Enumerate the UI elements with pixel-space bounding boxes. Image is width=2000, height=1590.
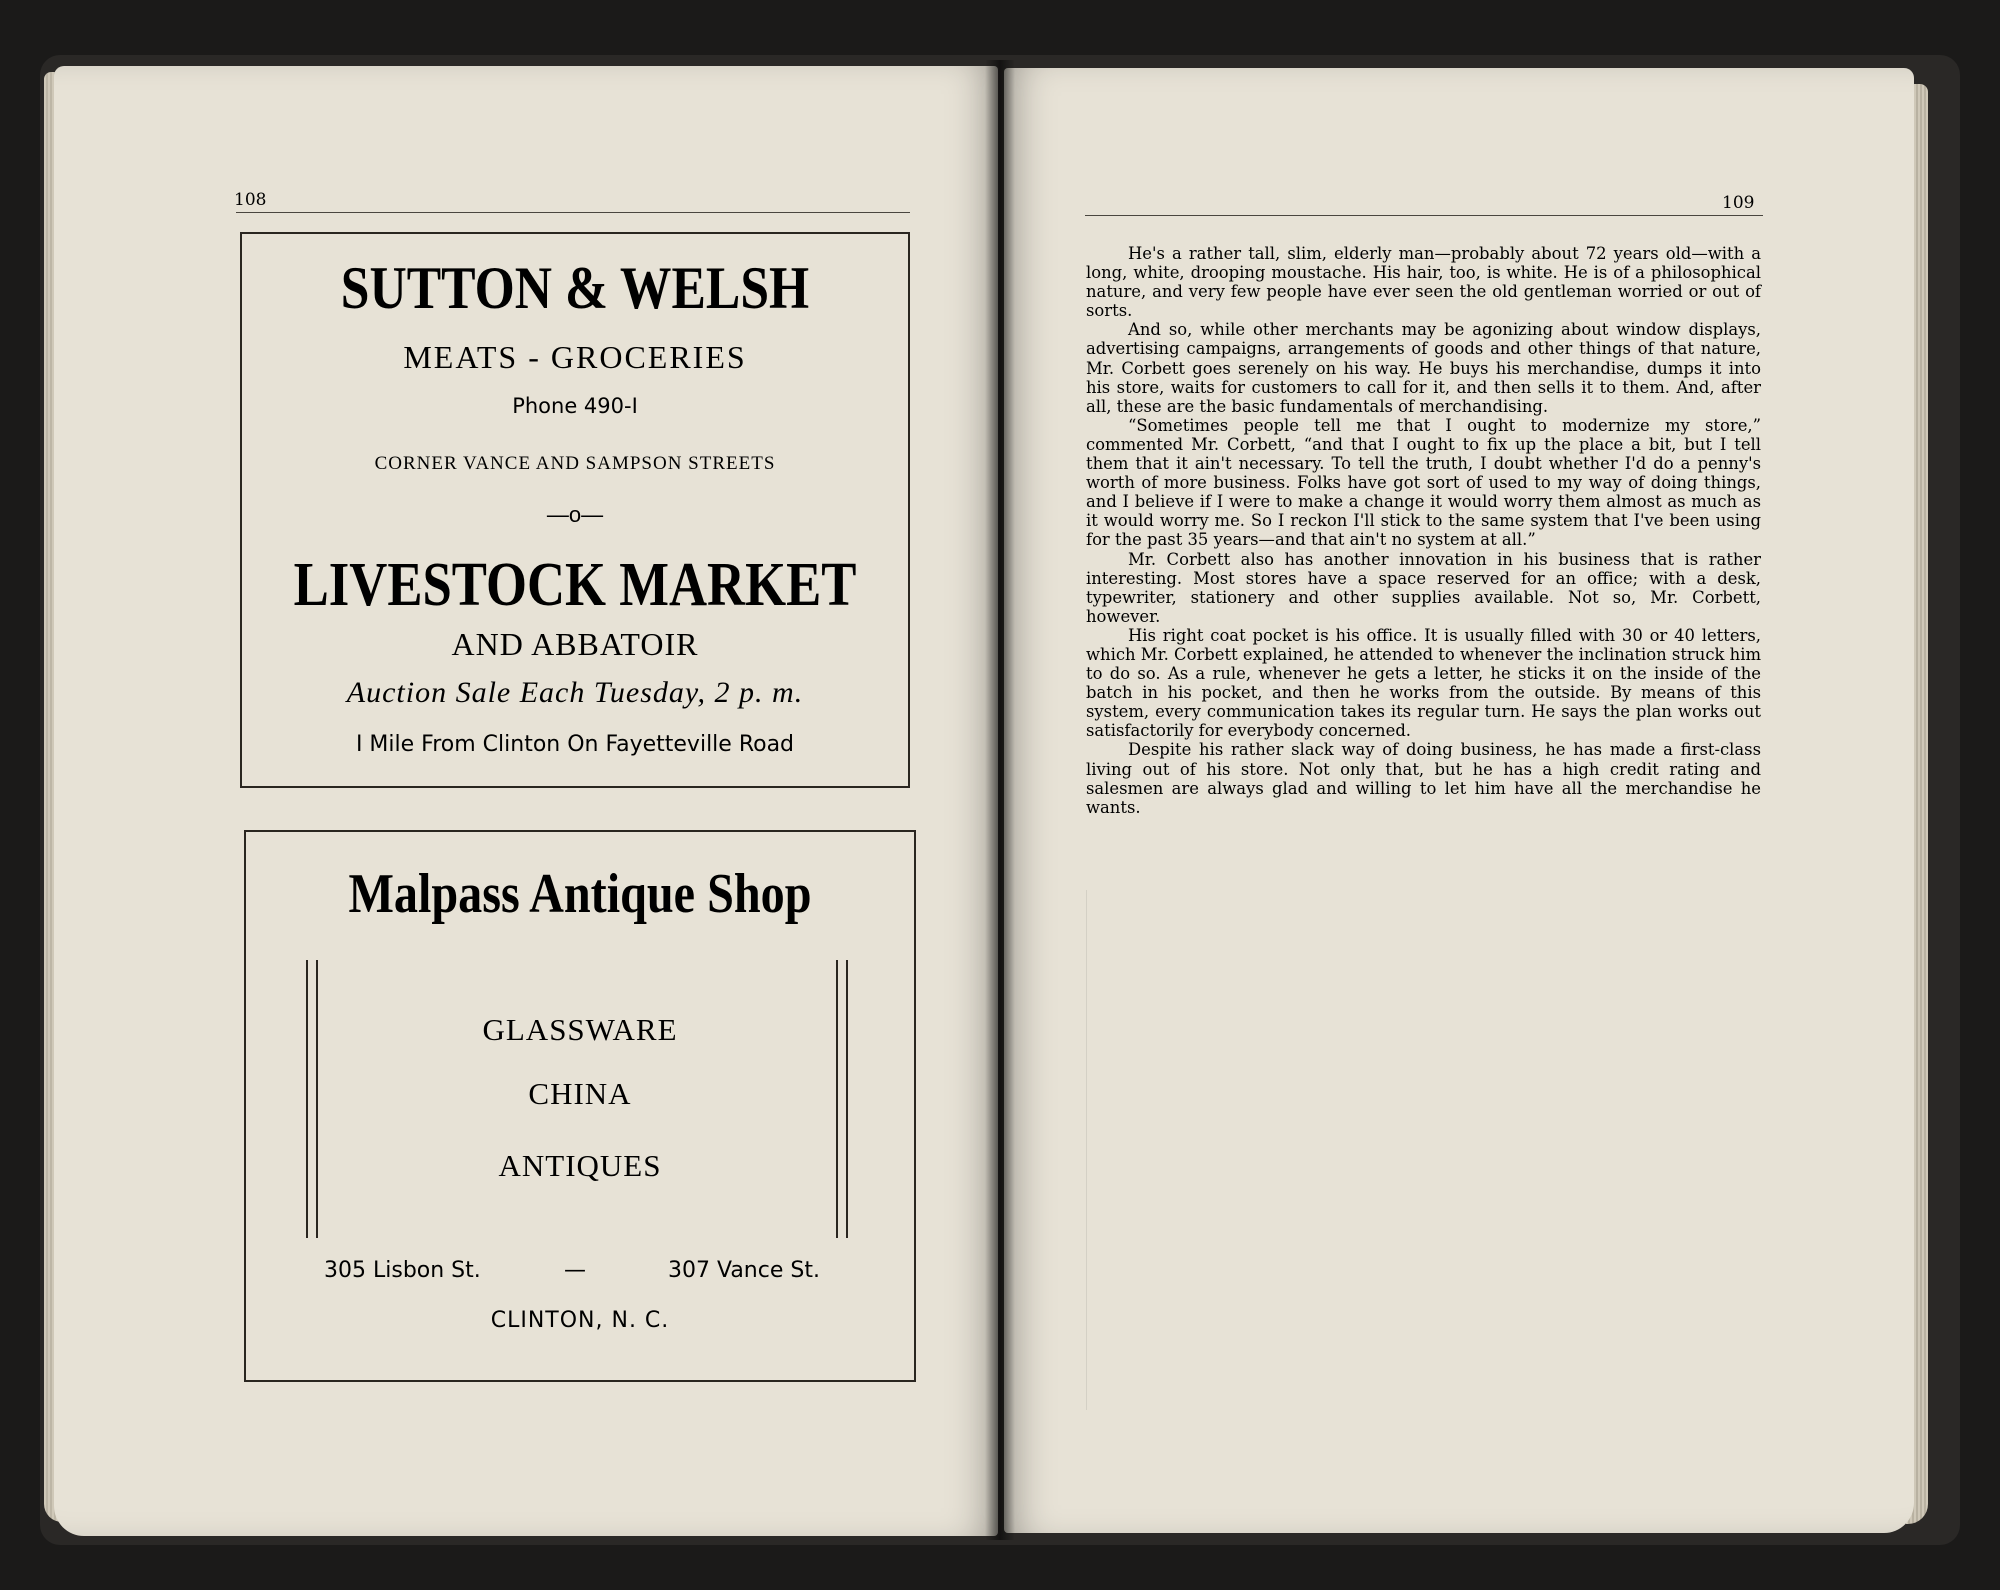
ad-title: SUTTON & WELSH bbox=[340, 255, 810, 321]
auction-text: Auction Sale Each Tuesday, 2 p. m. bbox=[346, 676, 804, 709]
article-paragraph: “Sometimes people tell me that I ought to modernize my store,” commented Mr. Corbett, “and that I ought to fix up the place a bit, but I tell them that it ain't necessary. To tell the truth, I doubt whether I'd do a penny's worth of more business. Folks have got sort of used to my way of doing things, and I believe if I were to make a change it would worry them almost as much as it would worry me. So I reckon I'll stick to the same system that I've been using for the past 35 years—and that ain't no system at all.” bbox=[1086, 415, 1761, 550]
sutton-welsh-ad bbox=[240, 232, 910, 788]
header-rule-right bbox=[1085, 215, 1763, 216]
book-gutter bbox=[985, 60, 1015, 1540]
ad-phone: Phone 490-I bbox=[512, 394, 638, 418]
ad-divider: —o— bbox=[546, 502, 604, 527]
page-number-right: 109 bbox=[1722, 193, 1755, 213]
ad-item: CHINA bbox=[528, 1076, 632, 1111]
article-paragraph: His right coat pocket is his office. It is usually filled with 30 or 40 letters, which Mr. Corbett explained, he attended to whenever the inclination struck him to do so. As a rule, whenever he gets a letter, he sticks it on the inside of the batch in his pocket, and then he works from the outside. By means of this system, every communication takes its regular turn. He says the plan works out satisfactorily for everybody concerned. bbox=[1086, 625, 1761, 741]
article-paragraph: Despite his rather slack way of doing business, he has made a first-class living out of his store. Not only that, but he has a high credit rating and salesmen are always glad and willing to let him have all the merchandise he wants. bbox=[1086, 740, 1761, 817]
location-text: I Mile From Clinton On Fayetteville Road bbox=[355, 732, 795, 757]
malpass-antique-ad bbox=[244, 830, 916, 1382]
article-body bbox=[1086, 244, 1761, 817]
ad-title: Malpass Antique Shop bbox=[348, 863, 812, 925]
livestock-title: LIVESTOCK MARKET bbox=[293, 551, 857, 619]
page-number-left: 108 bbox=[234, 190, 267, 210]
article-paragraph: And so, while other merchants may be agonizing about window displays, advertising campaigns, arrangements of goods and other things of that nature, Mr. Corbett goes serenely on his way. He buys his merchandise, dumps it into his store, waits for customers to call for it, and then sells it to them. And, after all, these are the basic fundamentals of merchandising. bbox=[1086, 320, 1761, 416]
livestock-subtitle: AND ABBATOIR bbox=[451, 626, 699, 662]
ad-city: CLINTON, N. C. bbox=[490, 1308, 670, 1333]
ad-subtitle: MEATS - GROCERIES bbox=[403, 339, 747, 375]
address-right: 307 Vance St. bbox=[668, 1258, 820, 1283]
article-paragraph: Mr. Corbett also has another innovation in his business that is rather interesting. Most stores have a space reserved for an office; with a desk, typewriter, stationery and other supplies available. Not so, Mr. Corbett, however. bbox=[1086, 549, 1761, 626]
article-paragraph: He's a rather tall, slim, elderly man—probably about 72 years old—with a long, white, drooping moustache. His hair, too, is white. He is of a philosophical nature, and very few people have ever seen the old gentleman worried or out of sorts. bbox=[1086, 244, 1761, 321]
ad-item: GLASSWARE bbox=[482, 1012, 678, 1047]
blank-page-area bbox=[1086, 890, 1747, 1410]
address-left: 305 Lisbon St. bbox=[324, 1258, 481, 1283]
header-rule-left bbox=[236, 212, 910, 213]
ad-address: CORNER VANCE AND SAMPSON STREETS bbox=[374, 453, 776, 474]
address-dash: — bbox=[564, 1258, 586, 1283]
ad-item: ANTIQUES bbox=[498, 1148, 662, 1183]
